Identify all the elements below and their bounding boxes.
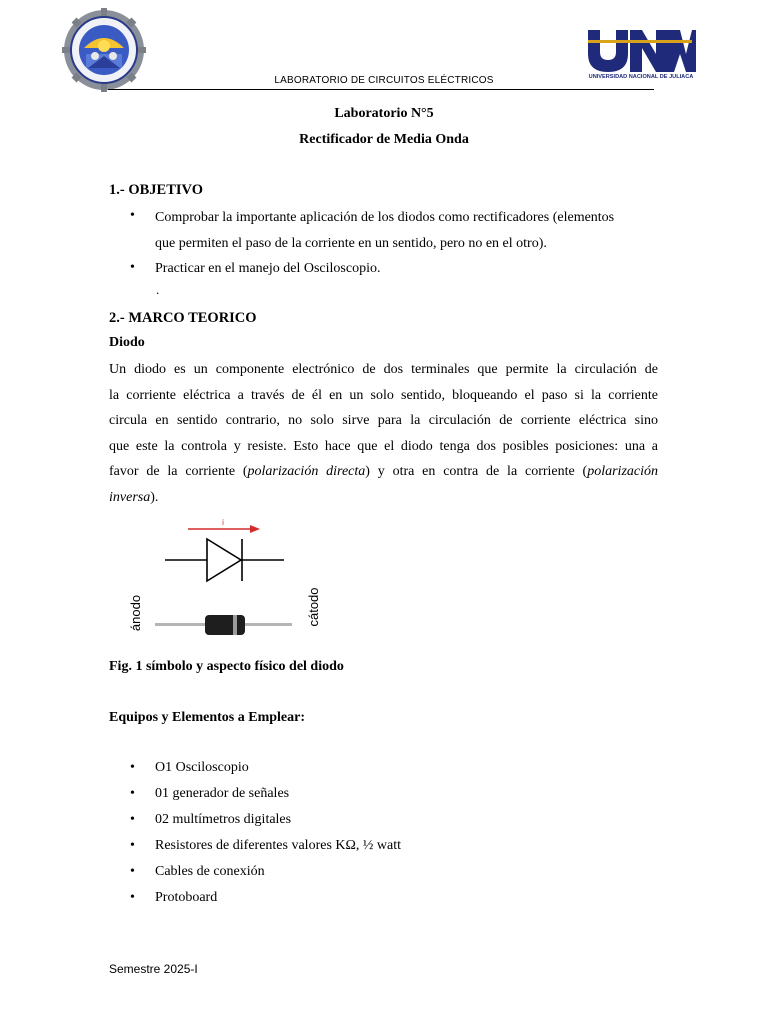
bullet-dot: • (130, 838, 135, 853)
paragraph-line-6 (109, 485, 658, 511)
diode-triangle (207, 539, 241, 581)
list-item: • Cables de conexión (130, 864, 265, 879)
header-rule (108, 89, 654, 90)
objetivo-bullet-1-line1: Comprobar la importante aplicación de los diodos como rectificadores (elementos (155, 210, 615, 225)
current-label: i (222, 518, 224, 527)
list-item: • 01 generador de señales (130, 786, 290, 801)
bullet-dot: • (130, 890, 135, 905)
text-fragment-italic: polarización (587, 464, 658, 479)
bullet-dot: • (130, 260, 135, 275)
diode-lead-left (155, 623, 207, 626)
paragraph-line: que este la controla y resiste. Esto hace que el diodo tenga dos posibles posiciones: una a (109, 438, 658, 454)
bullet-dot: • (130, 812, 135, 827)
text-fragment: favor de la corriente ( (109, 464, 248, 479)
figure-caption: Fig. 1 símbolo y aspecto físico del diodo (109, 659, 344, 674)
header-title: LABORATORIO DE CIRCUITOS ELÉCTRICOS (274, 75, 494, 86)
diode-figure (120, 515, 330, 645)
bullet-dot: • (130, 208, 135, 223)
diodo-paragraph (109, 357, 658, 510)
bullet-dot: • (130, 786, 135, 801)
text-fragment: ) y otra en contra de la corriente ( (365, 464, 588, 479)
list-item: • Protoboard (130, 890, 218, 905)
university-logo (586, 26, 696, 80)
objetivo-bullet-1 (155, 205, 665, 256)
text-fragment-italic: inversa (109, 489, 151, 505)
stray-dot: . (156, 282, 160, 297)
bullet-dot: • (130, 864, 135, 879)
text-fragment-italic: polarización directa (247, 464, 366, 479)
university-logo-text: UNIVERSIDAD NACIONAL DE JULIACA (588, 74, 694, 80)
equipos-heading: Equipos y Elementos a Emplear: (109, 710, 306, 725)
list-item: • Resistores de diferentes valores KΩ, ½ watt (130, 838, 402, 853)
objetivo-bullet-1-line2: que permiten el paso de la corriente en un sentido, pero no en el otro). (155, 235, 547, 251)
paragraph-line: la corriente eléctrica a través de él en un solo sentido, bloqueando el paso si la corriente (109, 387, 658, 403)
objetivo-heading: 1.- OBJETIVO (109, 182, 203, 198)
footer-semester: Semestre 2025-I (109, 962, 198, 976)
text-fragment: ). (150, 489, 159, 505)
paragraph-line-5 (109, 459, 658, 485)
marco-heading: 2.- MARCO TEORICO (109, 310, 257, 326)
cathode-label: cátodo (306, 587, 321, 627)
list-item: • 02 multímetros digitales (130, 812, 292, 827)
lab-number: Laboratorio N°5 (334, 106, 434, 121)
list-item: • O1 Osciloscopio (130, 760, 249, 775)
paragraph-line: circula en sentido contrario, no solo sirve para la circulación de corriente eléctrica sino (109, 413, 658, 428)
diode-lead-right (244, 623, 292, 626)
objetivo-bullet-2: Practicar en el manejo del Osciloscopio. (155, 261, 381, 276)
lab-title: Rectificador de Media Onda (299, 132, 469, 147)
bullet-dot: • (130, 760, 135, 775)
diode-band (233, 615, 237, 635)
paragraph-line: Un diodo es un componente electrónico de dos terminales que permite la circulación de (109, 362, 658, 377)
diode-body (205, 615, 245, 635)
anode-label: ánodo (128, 594, 143, 632)
current-arrowhead (250, 525, 260, 533)
diodo-subheading: Diodo (109, 335, 145, 350)
